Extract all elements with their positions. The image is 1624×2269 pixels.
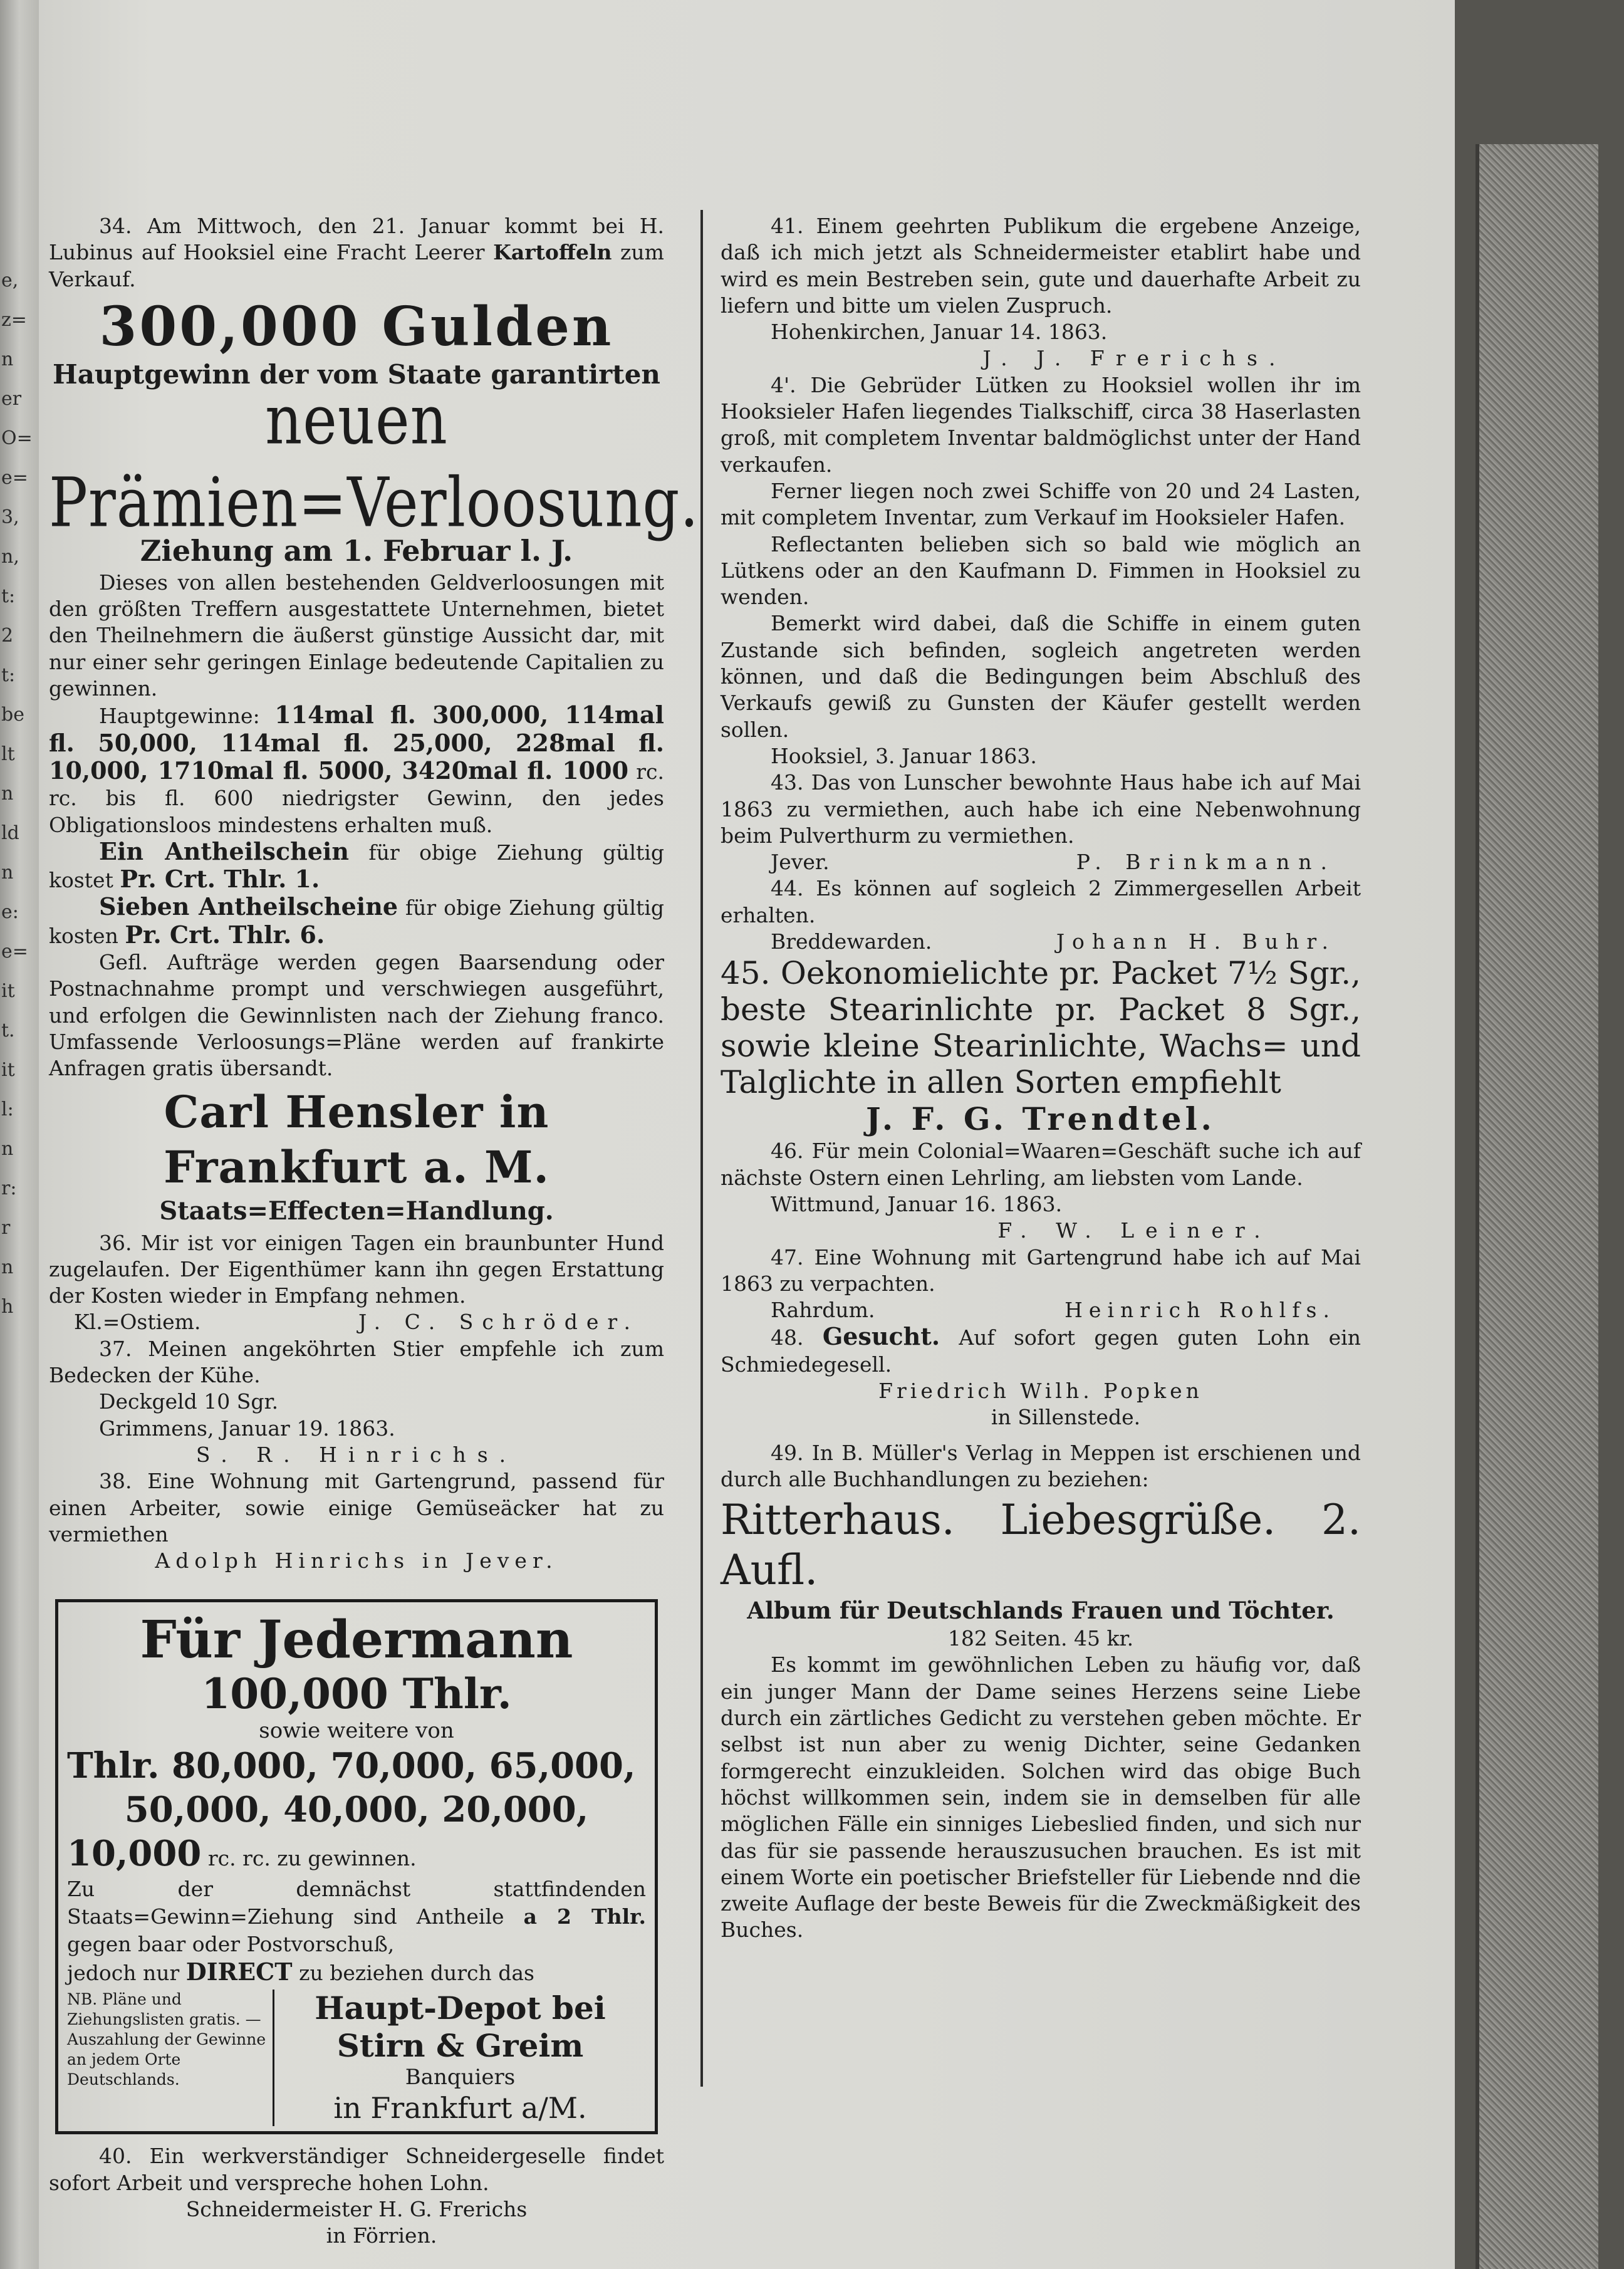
ad-48-sign1: Friedrich Wilh. Popken bbox=[878, 1378, 1203, 1403]
ad-45: 45. Oekonomielichte pr. Packet 7½ Sgr., beste Stearinlichte pr. Packet 8 Sgr., sowie kleine Stearinlichte, Wachs= und Talglichte in allen Sorten empfiehlt bbox=[721, 955, 1361, 1101]
ad-42-p1: 4'. Die Gebrüder Lütken zu Hooksiel wollen ihr im Hooksieler Hafen liegendes Tialkschiff, circa 38 Haserlasten groß, mit completem Inventar baldmöglichst unter der Hand verkaufen. bbox=[721, 372, 1361, 477]
box-sum: 100,000 Thlr. bbox=[201, 1669, 512, 1719]
column-divider bbox=[700, 210, 703, 2087]
ad-42-p3: Reflectanten belieben sich so bald wie möglich an Lütkens oder an den Kaufmann D. Fimmen in Hooksiel zu wenden. bbox=[721, 531, 1361, 610]
right-column bbox=[721, 213, 1361, 1944]
box-title: Für Jedermann bbox=[140, 1610, 573, 1671]
lottery-body: Dieses von allen bestehenden Geldverloosungen mit den größten Treffern ausgestattete Unternehmen, bietet den Theilnehmern die äußerst günstige Aussicht dar, mit nur einer sehr geringen Einlage bedeutende Capitalien zu gewinnen. bbox=[49, 570, 664, 701]
ad-44: 44. Es können auf sogleich 2 Zimmergesellen Arbeit erhalten. bbox=[721, 876, 1361, 927]
prev-page-fragment: n bbox=[1, 1138, 14, 1160]
left-column bbox=[49, 213, 699, 2250]
prev-page-fragment: r: bbox=[1, 1177, 17, 1199]
ad-38: 38. Eine Wohnung mit Gartengrund, passend für einen Arbeiter, sowie einige Gemüseäcker hat zu vermiethen bbox=[49, 1469, 664, 1547]
ad-48-sign2: in Sillenstede. bbox=[991, 1405, 1141, 1430]
ad-44-sign: Breddewarden. Johann H. Buhr. bbox=[771, 929, 1336, 954]
prev-page-fragment: n, bbox=[1, 546, 19, 568]
ad-46-date: Wittmund, Januar 16. 1863. bbox=[771, 1191, 1063, 1216]
prev-page-fragment: lt bbox=[1, 743, 15, 765]
prev-page-fragment: t. bbox=[1, 1020, 15, 1041]
ad-37-date: Grimmens, Januar 19. 1863. bbox=[99, 1416, 395, 1441]
prev-page-fragment: n bbox=[1, 862, 14, 884]
prev-page-fragment: z= bbox=[1, 309, 27, 331]
ad-37: 37. Meinen angeköhrten Stier empfehle ich zum Bedecken der Kühe. bbox=[49, 1336, 664, 1388]
jedermann-box bbox=[55, 1599, 658, 2134]
ad-45-sign: J. F. G. Trendtel. bbox=[866, 1100, 1215, 1138]
prev-page-fragment: 2 bbox=[1, 625, 14, 647]
box-amounts-3: 10,000 rc. rc. zu gewinnen. bbox=[67, 1833, 417, 1875]
lottery-prizes: Hauptgewinne: 114mal fl. 300,000, 114mal fl. 50,000, 114mal fl. 25,000, 228mal fl. 10,000, 1710mal fl. 5000, 3420mal fl. 1000 rc. rc. bis fl. 600 niedrigster Gewinn, den jedes Obligationsloos mindestens erhalten muß. bbox=[49, 701, 664, 837]
ad-43: 43. Das von Lunscher bewohnte Haus habe ich auf Mai 1863 zu vermiethen, auch habe ich eine Nebenwohnung beim Pulverthurm zu vermiethen. bbox=[721, 770, 1361, 848]
box-amounts-1: Thlr. 80,000, 70,000, 65,000, bbox=[67, 1745, 636, 1787]
prev-page-fragment: er bbox=[1, 388, 22, 410]
prev-page-fragment: 3, bbox=[1, 506, 19, 528]
lottery-ziehung: Ziehung am 1. Februar l. J. bbox=[140, 533, 573, 568]
lottery-subline: Hauptgewinn der vom Staate garantirten bbox=[53, 358, 660, 390]
prev-page-fragment: n bbox=[1, 348, 14, 370]
ad-49: 49. In B. Müller's Verlag in Meppen ist erschienen und durch alle Buchhandlungen zu beziehen: bbox=[721, 1440, 1361, 1491]
prev-page-fragment: ld bbox=[1, 822, 19, 844]
prev-page-fragment: t: bbox=[1, 585, 16, 607]
box-text-2: jedoch nur DIRECT zu beziehen durch das bbox=[67, 1958, 534, 1986]
ad-40-sign2: in Förrien. bbox=[326, 2223, 437, 2248]
lottery-anteil: Ein Antheilschein für obige Ziehung gültig kostet Pr. Crt. Thlr. 1. bbox=[49, 837, 664, 894]
prev-page-fragment: e, bbox=[1, 269, 19, 291]
prev-page-fragment: be bbox=[1, 704, 24, 726]
lottery-title: neuen Prämien=Verloosung. bbox=[49, 380, 699, 543]
prev-page-fragment: h bbox=[1, 1296, 14, 1318]
box-nb: NB. Pläne und Ziehungslisten gratis. — Auszahlung der Gewinne an jedem Orte Deutschlands. bbox=[67, 1990, 274, 2126]
ad-47: 47. Eine Wohnung mit Gartengrund habe ich auf Mai 1863 zu verpachten. bbox=[721, 1244, 1361, 1296]
box-text-1: Zu der demnächst stattfindenden Staats=Gewinn=Ziehung sind Antheile a 2 Thlr. gegen baar oder Postvorschuß, bbox=[67, 1877, 646, 1957]
prev-page-fragment: r bbox=[1, 1217, 11, 1239]
ad-41: 41. Einem geehrten Publikum die ergebene Anzeige, daß ich mich jetzt als Schneidermeister etablirt habe und wird es mein Bestreben sein, gute und dauerhafte Arbeit zu liefern und bitte um vielen Zuspruch. bbox=[721, 214, 1361, 318]
prev-page-fragment: it bbox=[1, 1059, 15, 1081]
ad-37-fee: Deckgeld 10 Sgr. bbox=[99, 1389, 279, 1414]
prev-page-fragment: n bbox=[1, 783, 14, 805]
prev-page-fragment: it bbox=[1, 980, 15, 1002]
ad-37-sign: S. R. Hinrichs. bbox=[195, 1442, 518, 1467]
box-amounts-2: 50,000, 40,000, 20,000, bbox=[124, 1789, 589, 1831]
box-sub: sowie weitere von bbox=[259, 1718, 454, 1744]
prev-page-fragment: e: bbox=[1, 901, 19, 923]
previous-page-edge bbox=[0, 0, 39, 2269]
ad-49-album: Album für Deutschlands Frauen und Töchter. bbox=[747, 1597, 1335, 1625]
ad-41-date: Hohenkirchen, Januar 14. 1863. bbox=[771, 320, 1108, 345]
lottery-headline: 300,000 Gulden bbox=[99, 295, 614, 358]
ad-40-sign1: Schneidermeister H. G. Frerichs bbox=[185, 2196, 528, 2221]
cover-board bbox=[1476, 144, 1598, 2269]
ad-46: 46. Für mein Colonial=Waaren=Geschäft suche ich auf nächste Ostern einen Lehrling, am liebsten vom Lande. bbox=[721, 1139, 1361, 1190]
ad-38-sign: Adolph Hinrichs in Jever. bbox=[155, 1548, 558, 1573]
ad-36: 36. Mir ist vor einigen Tagen ein braunbunter Hund zugelaufen. Der Eigenthümer kann ihn gegen Erstattung der Kosten wieder in Empfang nehmen. bbox=[49, 1230, 664, 1308]
ad-49-meta: 182 Seiten. 45 kr. bbox=[947, 1626, 1134, 1651]
ad-43-sign: Jever. P. Brinkmann. bbox=[771, 850, 1336, 875]
ad-41-sign: J. J. Frerichs. bbox=[982, 346, 1287, 371]
box-bottom bbox=[67, 1990, 646, 2126]
ad-40: 40. Ein werkverständiger Schneidergeselle findet sofort Arbeit und verspreche hohen Lohn. bbox=[49, 2144, 664, 2195]
box-depot: Haupt-Depot bei Stirn & Greim Banquiers in Frankfurt a/M. bbox=[315, 1990, 606, 2126]
ad-42-p2: Ferner liegen noch zwei Schiffe von 20 und 24 Lasten, mit completem Inventar, zum Verkauf im Hooksieler Hafen. bbox=[721, 478, 1361, 530]
prev-page-fragment: t: bbox=[1, 664, 16, 686]
ad-47-sign: Rahrdum. Heinrich Rohlfs. bbox=[771, 1298, 1336, 1323]
ad-34: 34. Am Mittwoch, den 21. Januar kommt bei H. Lubinus auf Hooksiel eine Fracht Leerer Kartoffeln zum Verkauf. bbox=[49, 214, 664, 291]
prev-page-fragment: n bbox=[1, 1256, 14, 1278]
lottery-firm: Carl Hensler in Frankfurt a. M. bbox=[164, 1085, 549, 1193]
ad-46-sign: F. W. Leiner. bbox=[997, 1218, 1272, 1243]
prev-page-fragment: O= bbox=[1, 427, 33, 449]
ad-36-sign: Kl.=Ostiem. J. C. Schröder. bbox=[74, 1310, 639, 1335]
ad-42-p4: Bemerkt wird dabei, daß die Schiffe in einem guten Zustande sich befinden, sogleich angetreten werden können, und daß die Bedingungen beim Abschluß des Verkaufs gewiß zu Gunsten der Käufer gestellt werden sollen. bbox=[721, 611, 1361, 742]
ad-48: 48. Gesucht. Auf sofort gegen guten Lohn ein Schmiedegesell. bbox=[721, 1322, 1361, 1377]
ad-42-date: Hooksiel, 3. Januar 1863. bbox=[771, 743, 1037, 768]
ad-49-body: Es kommt im gewöhnlichen Leben zu häufig vor, daß ein junger Mann der Dame seines Herzens seine Liebe durch ein zärtliches Gedicht zu verstehen geben möchte. Er selbst ist nun aber zu wenig Dichter, seine Gedanken formgerecht einzukleiden. Solchen wird das obige Buch höchst willkommen sein, indem sie in demselben für alle möglichen Fälle ein sinniges Liebeslied finden, und sich nur das für sie passende herauszusuchen brauchen. Es ist mit einem Worte ein poetischer Briefsteller für Liebende nnd die zweite Auflage der beste Beweis für die Zweckmäßigkeit des Buches. bbox=[721, 1652, 1361, 1943]
prev-page-fragment: l: bbox=[1, 1098, 14, 1120]
prev-page-fragment: e= bbox=[1, 941, 28, 962]
lottery-sieben: Sieben Antheilscheine für obige Ziehung gültig kosten Pr. Crt. Thlr. 6. bbox=[49, 892, 664, 949]
ad-49-title: Ritterhaus. Liebesgrüße. 2. Aufl. bbox=[721, 1496, 1361, 1595]
lottery-firm-sub: Staats=Effecten=Handlung. bbox=[159, 1196, 554, 1226]
lottery-orders: Gefl. Aufträge werden gegen Baarsendung oder Postnachnahme prompt und verschwiegen ausgeführt, und erfolgen die Gewinnlisten nach der Ziehung franco. Umfassende Verloosungs=Pläne werden auf frankirte Anfragen gratis übersandt. bbox=[49, 950, 664, 1081]
prev-page-fragment: e= bbox=[1, 467, 28, 489]
